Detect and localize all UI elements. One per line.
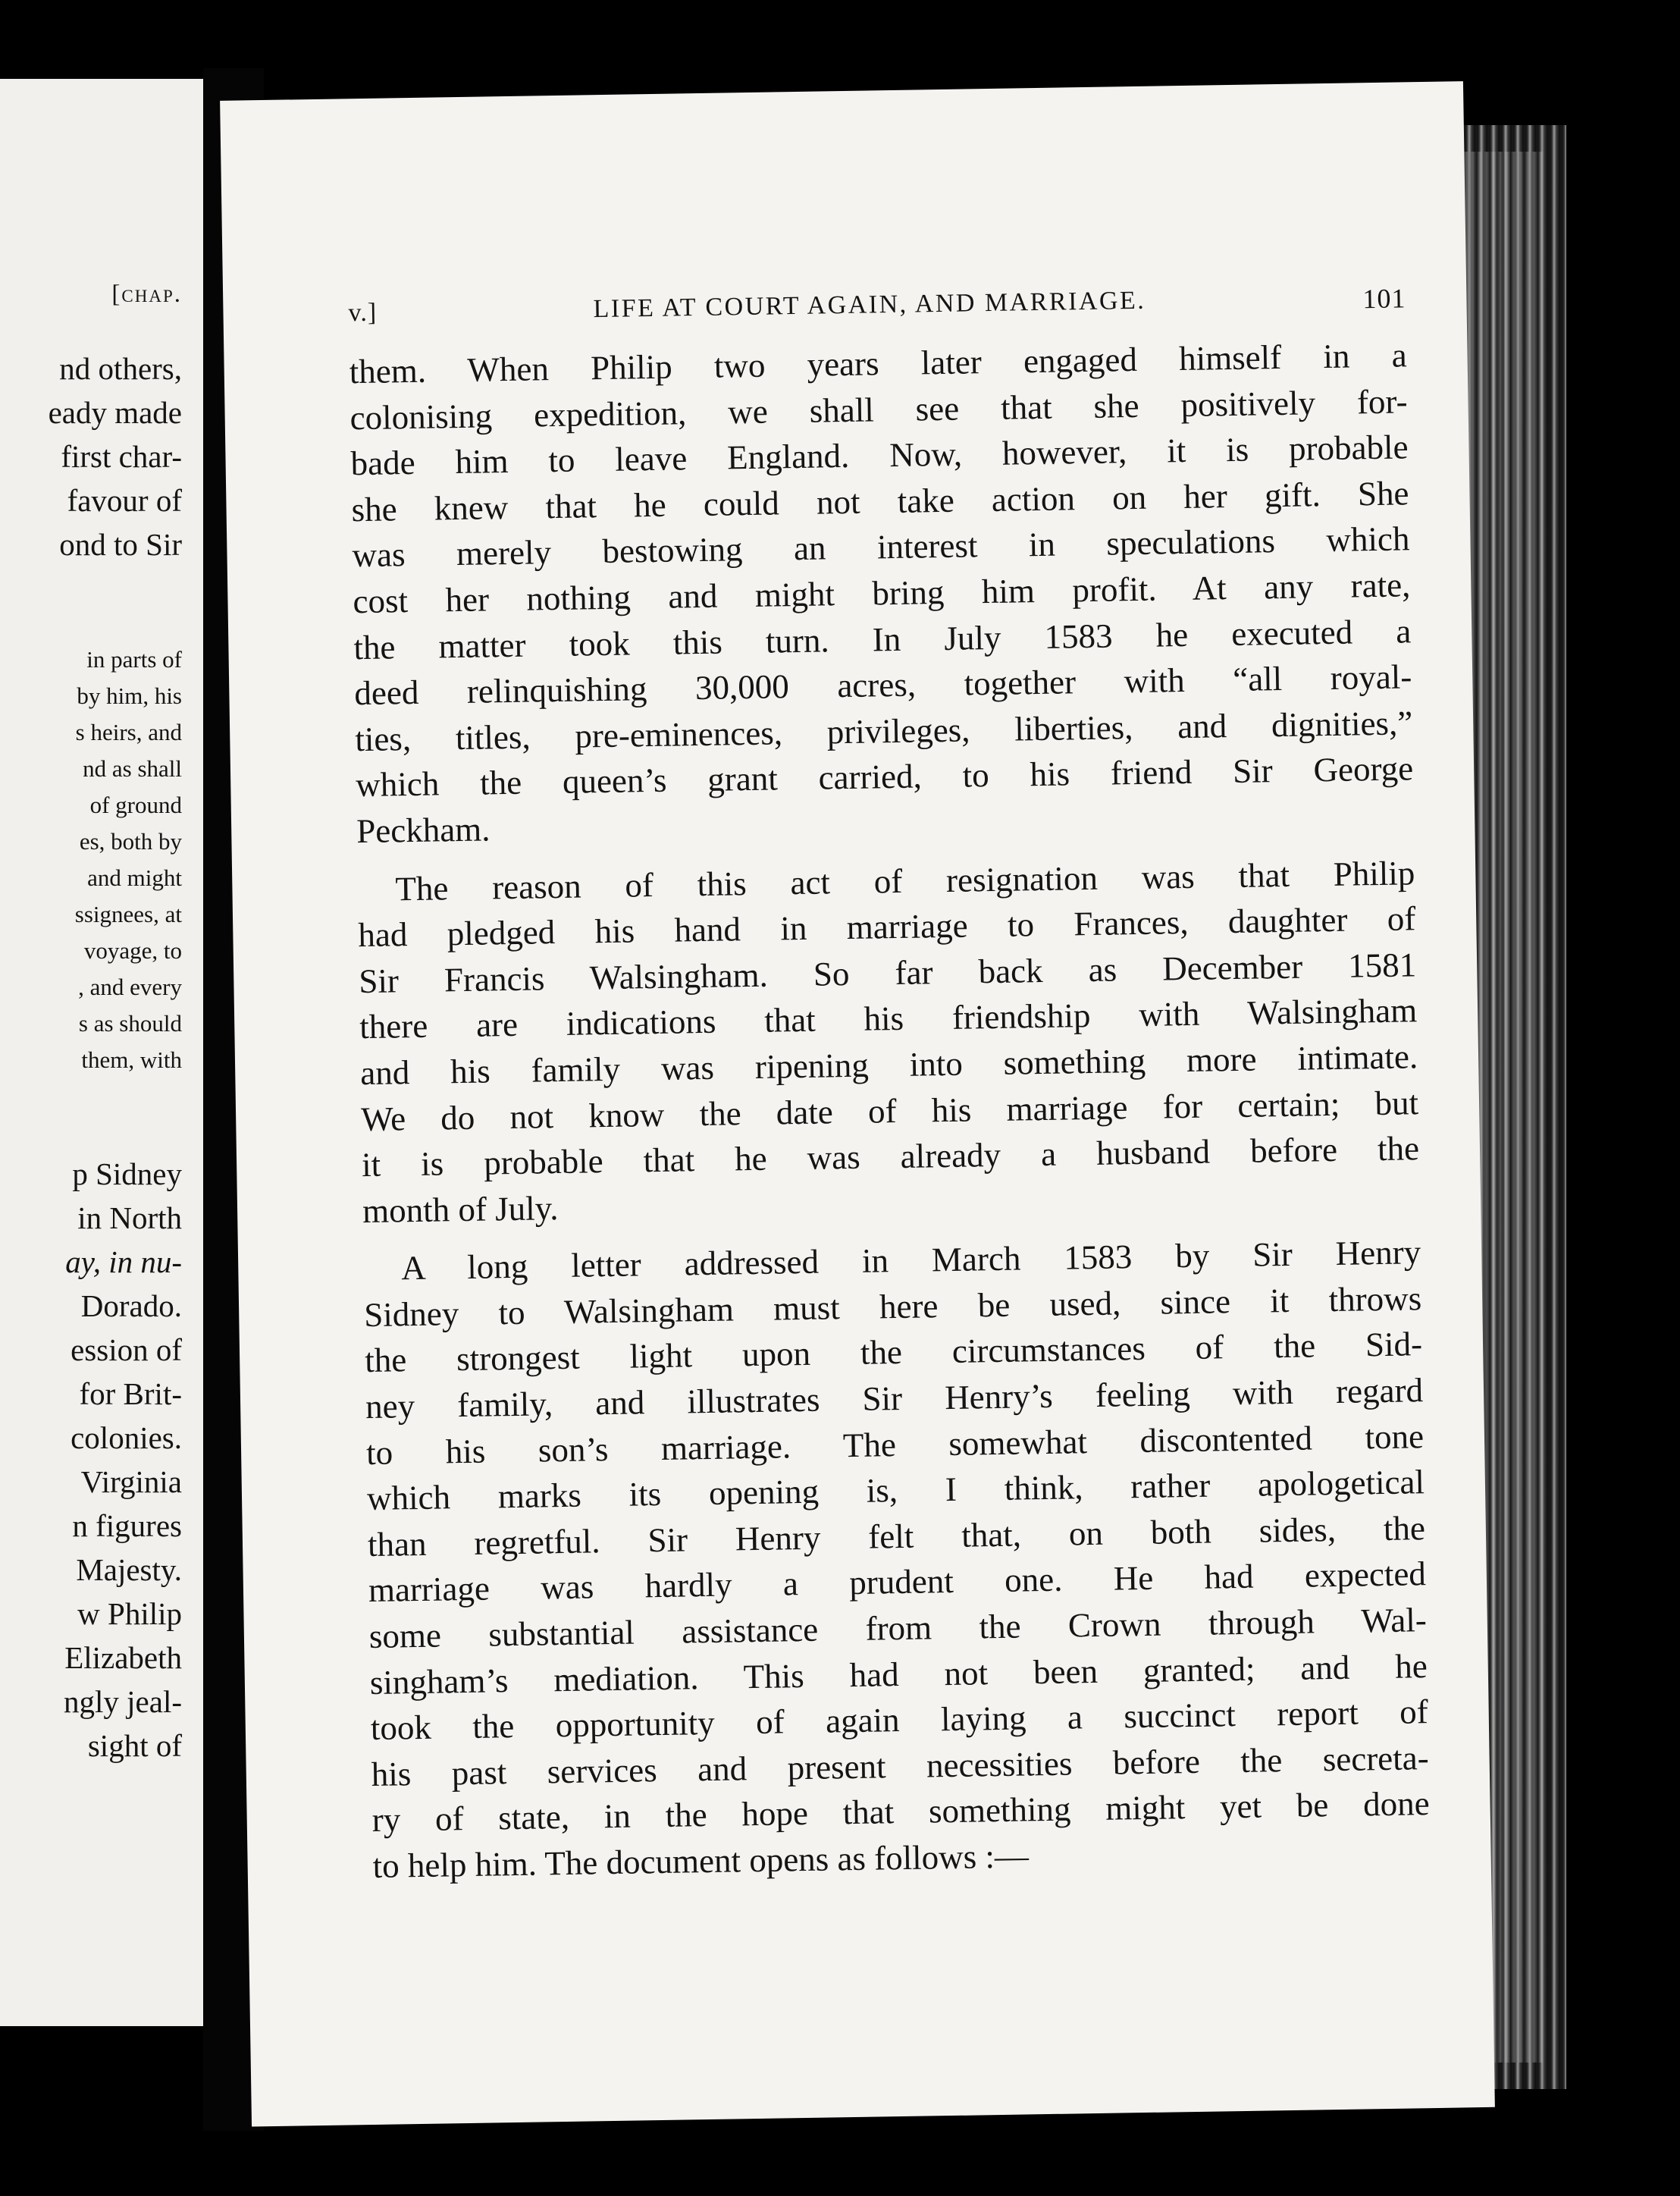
- text-line: bade him to leave England. Now, however, it is probable: [350, 428, 1409, 483]
- left-note-line: es, both by: [79, 828, 182, 855]
- left-note-line: and might: [87, 864, 182, 891]
- text-line: ney family, and illustrates Sir Henry’s feeling with regard: [365, 1371, 1424, 1426]
- left-note-line: in parts of: [86, 646, 182, 673]
- text-line: ties, titles, pre-eminences, privileges, liberties, and dignities,”: [354, 704, 1413, 758]
- left-body-line: p Sidney: [72, 1156, 182, 1191]
- text-line: ry of state, in the hope that something might yet be done: [371, 1784, 1430, 1840]
- text-line: Sir Francis Walsingham. So far back as December 1581: [358, 945, 1417, 1000]
- left-body-line: Elizabeth: [64, 1640, 182, 1675]
- left-note-line: by him, his: [77, 682, 182, 709]
- left-body-line: for Brit-: [79, 1376, 182, 1411]
- left-page-header: [chap.: [111, 281, 182, 308]
- text-line: singham’s mediation. This had not been granted; and he: [369, 1646, 1428, 1702]
- body-text: [349, 332, 1431, 1889]
- text-line: marriage was hardly a prudent one. He had expected: [368, 1554, 1427, 1610]
- text-line: was merely bestowing an interest in speculations which: [352, 519, 1410, 575]
- left-body-line: eady made: [48, 395, 182, 430]
- text-line: had pledged his hand in marriage to Frances, daughter of: [358, 899, 1416, 955]
- paragraph: [363, 1229, 1431, 1889]
- paragraph: [349, 332, 1414, 854]
- text-line: took the opportunity of again laying a succinct report of: [370, 1692, 1429, 1748]
- left-body-line: Majesty.: [76, 1552, 182, 1587]
- text-line: his past services and present necessities before the secreta-: [371, 1738, 1430, 1793]
- text-line: The reason of this act of resignation was that Philip: [395, 853, 1415, 908]
- text-line: some substantial assistance from the Crown through Wal-: [368, 1601, 1428, 1656]
- text-line: which the queen’s grant carried, to his friend Sir George: [355, 749, 1414, 805]
- left-body-line: first char-: [61, 439, 182, 474]
- paragraph: [357, 850, 1420, 1234]
- text-line: to help him. The document opens as follows :—: [372, 1837, 1030, 1885]
- text-line: the matter took this turn. In July 1583 he executed a: [353, 611, 1412, 667]
- text-line: she knew that he could not take action on her gift. She: [351, 474, 1409, 529]
- left-note-line: of ground: [89, 792, 182, 818]
- right-page: [220, 81, 1495, 2126]
- left-note-line: them, with: [81, 1046, 182, 1073]
- text-line: the strongest light upon the circumstances of the Sid-: [364, 1325, 1423, 1380]
- text-line: colonising expedition, we shall see that she positively for-: [349, 381, 1408, 437]
- text-line: cost her nothing and might bring him profit. At any rate,: [353, 566, 1411, 621]
- text-line: them. When Philip two years later engaged himself in a: [349, 336, 1407, 391]
- left-note-line: nd as shall: [83, 755, 182, 782]
- left-page-fragment: [0, 79, 203, 2026]
- text-line: it is probable that he was already a husband before the: [361, 1129, 1420, 1184]
- left-body-line: sight of: [87, 1728, 182, 1763]
- text-line: which marks its opening is, I think, rather apologetical: [366, 1463, 1425, 1518]
- text-line: to his son’s marriage. The somewhat discontented tone: [365, 1416, 1425, 1472]
- left-note-line: voyage, to: [83, 937, 182, 964]
- chapter-marker: v.]: [348, 298, 378, 328]
- text-line: there are indications that his friendship with Walsingham: [359, 991, 1418, 1046]
- left-body-line: nd others,: [59, 351, 182, 386]
- text-line: and his family was ripening into something more intimate.: [359, 1037, 1418, 1093]
- text-line: Sidney to Walsingham must here be used, since it throws: [363, 1279, 1422, 1334]
- text-line: deed relinquishing 30,000 acres, together with “all royal-: [354, 657, 1412, 713]
- left-body-line: ngly jeal-: [64, 1684, 182, 1719]
- left-body-line: ession of: [71, 1332, 182, 1367]
- left-body-line: w Philip: [77, 1596, 182, 1631]
- left-note-line: s heirs, and: [75, 719, 182, 745]
- left-body-line: ay, in nu-: [65, 1244, 182, 1279]
- left-body-line: in North: [77, 1200, 182, 1235]
- text-line: than regretful. Sir Henry felt that, on both sides, the: [367, 1508, 1426, 1564]
- text-line: month of July.: [362, 1188, 559, 1230]
- left-note-line: ssignees, at: [74, 901, 182, 927]
- left-body-line: colonies.: [71, 1420, 182, 1455]
- left-body-line: Dorado.: [80, 1288, 182, 1323]
- text-line: A long letter addressed in March 1583 by Sir Henry: [400, 1233, 1421, 1288]
- left-body-line: favour of: [67, 483, 182, 518]
- page-number: 101: [1362, 283, 1406, 315]
- running-title: LIFE AT COURT AGAIN, AND MARRIAGE.: [593, 286, 1146, 324]
- left-body-line: Virginia: [80, 1464, 182, 1499]
- left-body-line: ond to Sir: [59, 527, 182, 562]
- left-note-line: s as should: [78, 1010, 182, 1037]
- text-line: Peckham.: [356, 810, 491, 851]
- left-body-line: n figures: [72, 1508, 182, 1543]
- left-note-line: , and every: [78, 974, 182, 1000]
- text-line: We do not know the date of his marriage for certain; but: [360, 1083, 1419, 1138]
